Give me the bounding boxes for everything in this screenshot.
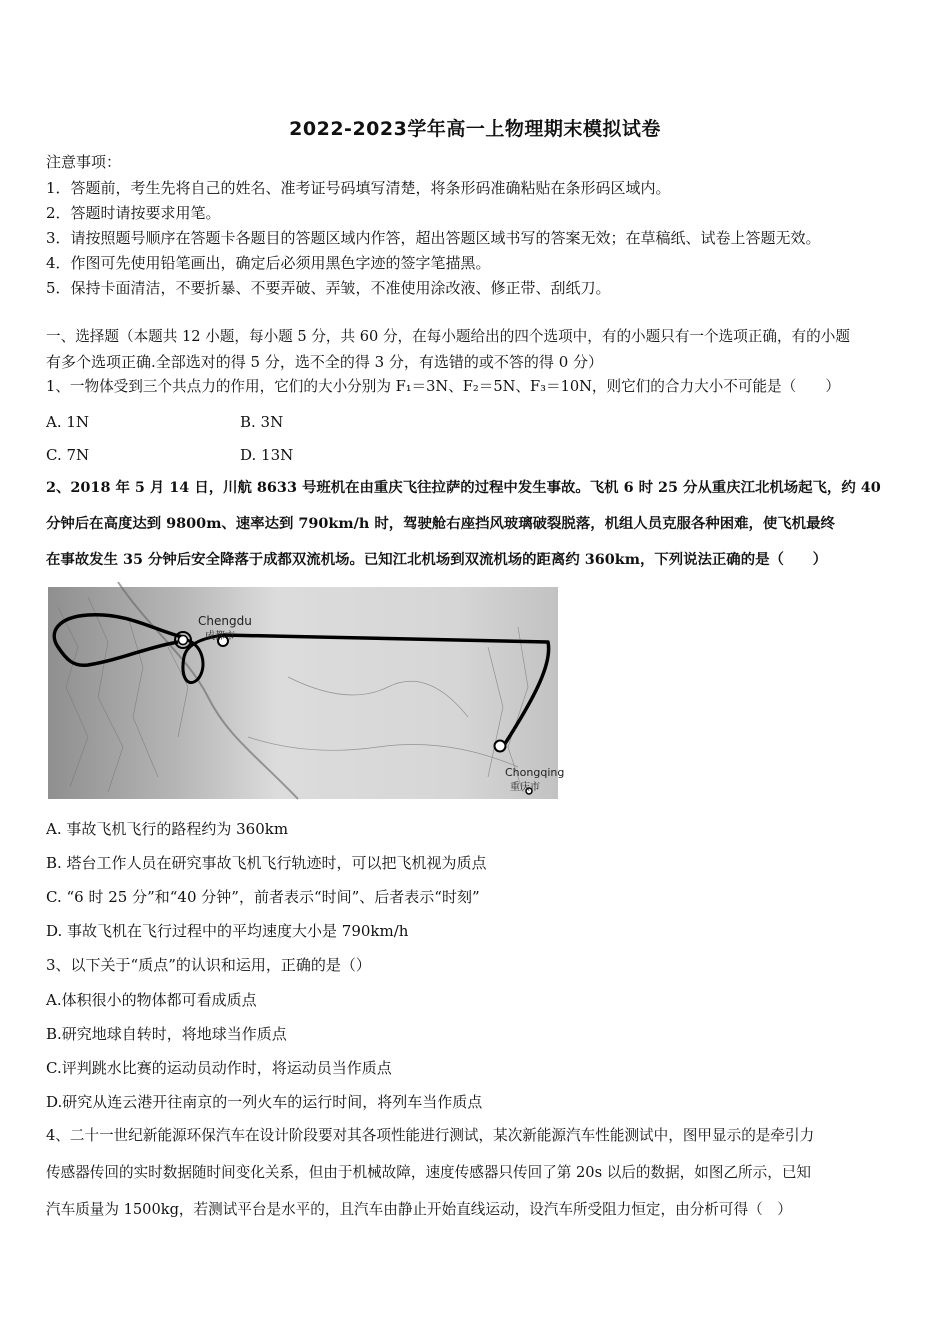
- question-1-option-b: B. 3N: [240, 413, 284, 431]
- question-2-option-b: B. 塔台工作人员在研究事故飞机飞行轨迹时，可以把飞机视为质点: [46, 854, 487, 872]
- question-3-option-a: A.体积很小的物体都可看成质点: [46, 991, 257, 1009]
- question-4-line-2: 传感器传回的实时数据随时间变化关系，但由于机械故障，速度传感器只传回了第 20s 以后的数据，如图乙所示，已知: [46, 1164, 812, 1181]
- question-3-option-b: B.研究地球自转时，将地球当作质点: [46, 1025, 287, 1043]
- question-4-line-1: 4、二十一世纪新能源环保汽车在设计阶段要对其各项性能进行测试，某次新能源汽车性能测试中，图甲显示的是牵引力: [46, 1127, 815, 1144]
- page-title: 2022-2023学年高一上物理期末模拟试卷: [289, 118, 661, 140]
- notice-item-4: 4．作图可先使用铅笔画出，确定后必须用黑色字迹的签字笔描黑。: [46, 254, 491, 272]
- section-heading-line-1: 一、选择题（本题共 12 小题，每小题 5 分，共 60 分，在每小题给出的四个选项中，有的小题只有一个选项正确，有的小题: [46, 328, 850, 345]
- map-graphic: [48, 587, 558, 799]
- question-2-line-1: 2、2018 年 5 月 14 日，川航 8633 号班机在由重庆飞往拉萨的过程中发生事故。飞机 6 时 25 分从重庆江北机场起飞，约 40: [46, 479, 881, 496]
- map-label-chongqing-cn: 重庆市: [510, 782, 540, 793]
- notice-item-5: 5．保持卡面清洁，不要折暴、不要弄破、弄皱，不准使用涂改液、修正带、刮纸刀。: [46, 279, 611, 297]
- question-3-stem: 3、以下关于“质点”的认识和运用，正确的是（）: [46, 956, 371, 974]
- map-label-chengdu-cn: 成都市: [205, 631, 235, 642]
- notice-item-1: 1．答题前，考生先将自己的姓名、准考证号码填写清楚，将条形码准确粘贴在条形码区域内。: [46, 179, 671, 197]
- question-4-line-3: 汽车质量为 1500kg，若测试平台是水平的，且汽车由静止开始直线运动，设汽车所受阻力恒定，由分析可得（ ）: [46, 1201, 792, 1218]
- question-3-option-c: C.评判跳水比赛的运动员动作时，将运动员当作质点: [46, 1059, 392, 1077]
- notice-heading: 注意事项：: [46, 153, 122, 171]
- question-1-stem: 1、一物体受到三个共点力的作用，它们的大小分别为 F₁＝3N、F₂＝5N、F₃＝10N，则它们的合力大小不可能是（ ）: [46, 378, 841, 395]
- question-3-option-d: D.研究从连云港开往南京的一列火车的运行时间，将列车当作质点: [46, 1093, 483, 1111]
- question-2-option-c: C. “6 时 25 分”和“40 分钟”，前者表示“时间”、后者表示“时刻”: [46, 888, 480, 906]
- question-2-line-2: 分钟后在高度达到 9800m、速率达到 790km/h 时，驾驶舱右座挡风玻璃破裂脱落，机组人员克服各种困难，使飞机最终: [46, 515, 835, 532]
- notice-item-2: 2．答题时请按要求用笔。: [46, 204, 221, 222]
- map-label-chongqing-en: Chongqing: [505, 766, 565, 779]
- notice-item-3: 3．请按照题号顺序在答题卡各题目的答题区域内作答，超出答题区域书写的答案无效；在草稿纸、试卷上答题无效。: [46, 229, 821, 247]
- question-2-option-d: D. 事故飞机在飞行过程中的平均速度大小是 790km/h: [46, 922, 409, 940]
- section-heading-line-2: 有多个选项正确.全部选对的得 5 分，选不全的得 3 分，有选错的或不答的得 0 分）: [46, 353, 604, 371]
- question-2-line-3: 在事故发生 35 分钟后安全降落于成都双流机场。已知江北机场到双流机场的距离约 360km，下列说法正确的是（ ）: [46, 551, 828, 568]
- flight-route-map: [48, 587, 565, 799]
- question-1-option-c: C. 7N: [46, 446, 90, 464]
- map-label-chengdu-en: Chengdu: [198, 614, 252, 628]
- question-1-option-a: A. 1N: [46, 413, 90, 431]
- question-2-option-a: A. 事故飞机飞行的路程约为 360km: [46, 820, 289, 838]
- question-1-option-d: D. 13N: [240, 446, 294, 464]
